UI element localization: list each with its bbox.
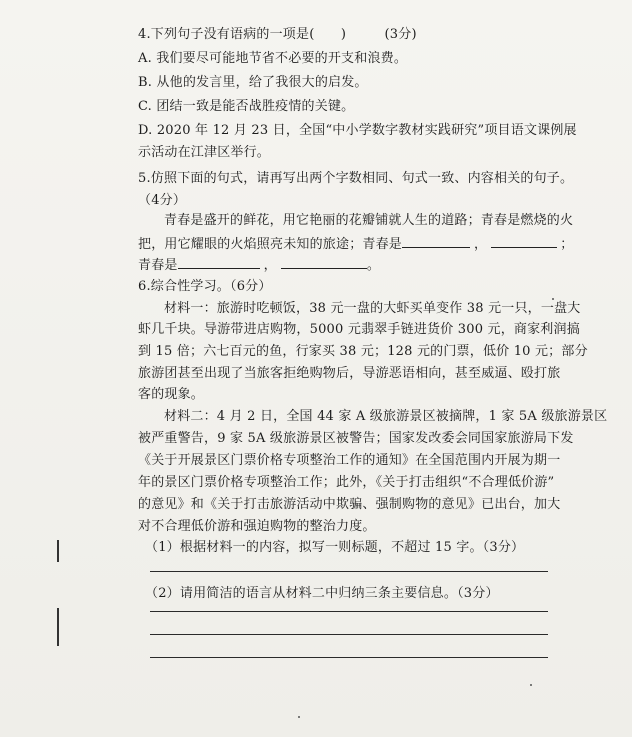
q5-line3-text: 青春是 [138, 258, 178, 273]
q5-line2-end: ； [560, 237, 574, 252]
q6-material2-line6: 对不合理低价游和强迫购物的整治力度。 [138, 519, 376, 534]
q5-line2-sep: ， [474, 237, 488, 252]
q4-option-c: C. 团结一致是能否战胜疫情的关键。 [138, 99, 355, 114]
q6-sub-question-1: （1）根据材料一的内容，拟写一则标题，不超过 15 字。（3分） [145, 540, 525, 555]
q5-line3-end: 。 [366, 258, 381, 273]
q4-stem-line [138, 27, 417, 43]
q5-answer-blank-4[interactable] [281, 256, 367, 269]
q6-answer-line-4[interactable] [150, 657, 548, 658]
q5-line3-sep: ， [263, 258, 277, 273]
binding-margin-mark-2 [57, 608, 59, 646]
q6-answer-line-3[interactable] [150, 634, 548, 635]
scan-speck [552, 298, 554, 300]
q6-answer-line-1[interactable] [150, 571, 548, 572]
q6-material1-line1: 材料一：旅游时吃顿饭，38 元一盘的大虾买单变作 38 元一只，一盘大 [164, 301, 581, 316]
q5-answer-blank-2[interactable] [491, 235, 557, 248]
q6-material1-line3: 到 15 倍；六七百元的鱼，行家买 38 元；128 元的门票，低价 10 元；部分 [138, 344, 588, 359]
q5-example-line1: 青春是盛开的鲜花，用它艳丽的花瓣铺就人生的道路；青春是燃烧的火 [164, 213, 574, 228]
q6-answer-line-2[interactable] [150, 611, 548, 612]
binding-margin-mark-1 [57, 540, 59, 562]
q5-score: （4分） [138, 193, 187, 208]
q6-material2-line3: 《关于开展景区门票价格专项整治工作的通知》在全国范围内开展为期一 [138, 453, 561, 468]
q5-line2-text: 把，用它耀眼的火焰照亮未知的旅途；青春是 [138, 237, 403, 252]
q6-material2-line5: 的意见》和《关于打击旅游活动中欺骗、强制购物的意见》已出台，加大 [138, 497, 561, 512]
q6-material1-line5: 客的现象。 [138, 387, 205, 402]
q4-score: (3分) [384, 27, 417, 42]
scan-speck [530, 684, 532, 686]
q4-option-b: B. 从他的发言里，给了我很大的启发。 [138, 75, 368, 90]
q6-sub-question-2: （2）请用简洁的语言从材料二中归纳三条主要信息。（3分） [145, 586, 499, 601]
q4-option-d: D. 2020 年 12 月 23 日，全国“中小学数字教材实践研究”项目语文课例展 [138, 123, 577, 138]
q5-answer-blank-3[interactable] [178, 256, 260, 269]
q4-option-a: A. 我们要尽可能地节省不必要的开支和浪费。 [138, 51, 408, 66]
q6-material1-line4: 旅游团甚至出现了当旅客拒绝购物后，导游恶语相向，甚至威逼、殴打旅 [138, 366, 561, 381]
q6-material2-line2: 被严重警告，9 家 5A 级旅游景区被警告；国家发改委会同国家旅游局下发 [138, 431, 574, 446]
q4-option-d-cont: 示活动在江津区举行。 [138, 145, 271, 160]
q5-example-line2 [138, 235, 573, 253]
q6-material2-line1: 材料二：4 月 2 日，全国 44 家 A 级旅游景区被摘牌，1 家 5A 级旅游景区 [164, 409, 608, 424]
scan-speck [298, 716, 300, 718]
q6-material2-line4: 年的景区门票价格专项整治工作；此外，《关于打击组织“不合理低价游” [138, 475, 555, 490]
q5-example-line3 [138, 256, 380, 274]
q5-stem: 5.仿照下面的句式，请再写出两个字数相同、句式一致、内容相关的句子。 [138, 171, 574, 186]
q4-stem: 4.下列句子没有语病的一项是( ) [138, 27, 347, 42]
q6-stem: 6.综合性学习。（6分） [138, 279, 272, 294]
q6-material1-line2: 虾几千块。导游带进店购物，5000 元翡翠手链进货价 300 元，商家利润搞 [138, 322, 580, 337]
q5-answer-blank-1[interactable] [402, 235, 470, 248]
